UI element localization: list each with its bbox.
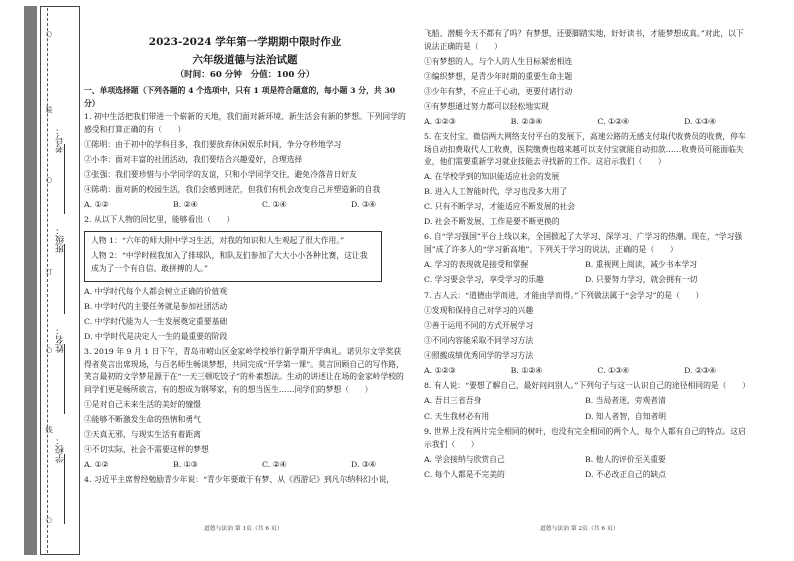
answer-options	[424, 395, 746, 408]
option-b[interactable]: B. ②③④	[510, 116, 543, 126]
page-footer-right: 道德与法治 第 2页（共 6 页）	[540, 526, 619, 532]
option-d[interactable]: D. 知人者智，自知者明	[585, 411, 667, 421]
binding-mark: ○	[45, 516, 53, 524]
question-stem: 1. 初中生活把我们带进一个崭新的天地，我们面对新环境、新生活会有新的梦想。下列同学的感受和打算正确的有（ ）	[84, 112, 406, 134]
question-1	[84, 111, 406, 211]
question-stem: 9. 世界上没有两片完全相同的树叶，也没有完全相同的两个人，每个人都有自己的特点。这启示我们（ ）	[424, 427, 746, 449]
statement: ②编织梦想，是青少年时期的重要生命主题	[424, 71, 573, 81]
option-a[interactable]: A. 中学时代每个人都会树立正确的价值观	[84, 287, 228, 296]
option-c[interactable]: C. 只有不断学习，才能适应不断发展的社会	[424, 202, 575, 211]
question-stem: 2. 从以下人物的回忆里，能够看出（ ）	[84, 215, 235, 224]
option-d[interactable]: D. 只要努力学习，就会拥有一切	[585, 275, 698, 284]
question-9	[424, 426, 746, 482]
option-b[interactable]: B. ②④	[172, 199, 198, 209]
exam-title: 2023-2024 学年第一学期期中限时作业	[148, 36, 342, 48]
option-a[interactable]: A. 在学校学到的知识能适应社会的发展	[424, 172, 560, 181]
option-b[interactable]: B. 他人的评价至关重要	[585, 454, 666, 464]
quote: 人物 1：“六年的师大附中学习生活，对我的知识和人生观起了很大作用。”	[91, 235, 345, 245]
option-c[interactable]: C. ①④	[262, 199, 287, 209]
answer-options	[424, 259, 746, 272]
option-a[interactable]: A. ①②③	[424, 116, 456, 126]
statement: ①是对自己未来生活的美好的憧憬	[84, 399, 201, 409]
option-a[interactable]: A. 吾日三省吾身	[424, 396, 482, 405]
answer-options	[424, 274, 746, 287]
answer-options	[84, 459, 406, 472]
option-b[interactable]: B. 进入人工智能时代，学习也没多大用了	[424, 187, 568, 196]
question-stem: 6. 自“学习强国”平台上线以来，全国掀起了大学习、深学习、广学习的热潮。现在，“学习强国”成了许多人的“学习新高地”。下列关于学习的说法，正确的是（ ）	[424, 232, 743, 254]
statement: ④陈萌：面对新的校园生活，我们会感到迷茫，但我们有机会改变自己并塑造新的自我	[84, 184, 381, 194]
section-heading: 一、单项选择题（下列各题的 4 个选项中，只有 1 项是符合题意的，每小题 3 分，共 30 分）	[84, 86, 396, 108]
option-c[interactable]: C. ①③④	[597, 365, 629, 375]
class-field[interactable]	[52, 226, 78, 316]
option-c[interactable]: C. 天生我材必有用	[424, 411, 490, 421]
option-d[interactable]: D. ③④	[351, 459, 376, 469]
question-stem: 5. 在支付宝、微信两大网络支付平台的发展下，高速公路的无感支付取代收费员的收费，停车场自动扣费取代人工收费，医院缴费也越来越可以支付宝就能自动扣款……收费员可能面临失业，他们需要重新学习就业技能去寻找新的工作。这启示我们（ ）	[424, 132, 746, 166]
statement: ①陈明：由于初中的学科目多，我们要放弃休闲娱乐时间，争分夺秒地学习	[84, 139, 342, 149]
school-label: 学校：	[56, 436, 66, 463]
option-a[interactable]: A. ①②③	[424, 365, 456, 375]
option-d[interactable]: D. 不必改正自己的缺点	[585, 470, 667, 479]
question-stem: 飞船、潜艇今天不都有了吗？有梦想，还要脚踏实地，好好读书，才能梦想成真。”对此，以下说法正确的是（ ）	[424, 29, 744, 51]
binding-dashed-line	[47, 8, 48, 553]
option-c[interactable]: C. ①②④	[597, 116, 629, 126]
question-stem: 8. 有人说：“要想了解自己，最好问问别人。”下列句子与这一认识自己的途径相同的是（ ）	[424, 381, 750, 390]
quote: 人物 2：“中学时候我加入了排球队，和队友们参加了大大小小各种比赛，这让我成为了一个有自信、敢拼搏的人。”	[91, 251, 368, 273]
left-column	[84, 30, 406, 489]
option-b[interactable]: B. 中学时代的主要任务就是参加社团活动	[84, 302, 228, 311]
statement: ③天真无邪，与现实生活有着距离	[84, 429, 201, 439]
binding-mark: ○	[45, 30, 53, 38]
option-b[interactable]: B. 当局者迷，旁观者清	[585, 396, 666, 405]
option-a[interactable]: A. ①②	[84, 459, 109, 469]
statement: ③少年有梦，不应止于心动，更要付诸行动	[424, 86, 573, 96]
statement: ②能够不断激发生命的热情和勇气	[84, 414, 201, 424]
question-7	[424, 290, 746, 378]
exam-number-label: 考号：	[56, 126, 66, 153]
answer-options	[424, 411, 746, 424]
option-c[interactable]: C. 中学时代能为人一生发展奠定重要基础	[84, 317, 228, 326]
statement: ②善于运用不同的方式开展学习	[424, 320, 534, 330]
statement: ①有梦想的人，与个人的人生目标紧密相连	[424, 56, 573, 66]
option-d[interactable]: D. 中学时代是决定人一生的最重要的阶段	[84, 332, 228, 341]
answer-options	[424, 469, 746, 482]
exam-number-field[interactable]	[52, 126, 78, 216]
option-b[interactable]: B. ①③	[172, 459, 198, 469]
binding-bar	[24, 6, 37, 555]
answer-options	[84, 199, 406, 212]
right-column	[424, 29, 750, 485]
binding-mark: ○	[45, 346, 53, 354]
quote-box	[84, 231, 382, 283]
question-3	[84, 346, 406, 471]
question-2	[84, 214, 406, 344]
exam-subject: 六年级道德与法治试题	[192, 54, 298, 66]
class-label: 班级：	[56, 226, 66, 253]
answer-options	[424, 365, 746, 378]
binding-mark: 线	[45, 426, 53, 433]
school-field[interactable]	[52, 436, 78, 526]
statement: ④不切实际，社会不需要这样的梦想	[84, 444, 209, 454]
question-4	[424, 28, 746, 128]
page-footer-left: 道德与法治 第 1页（共 6 页）	[204, 526, 283, 532]
option-b[interactable]: B. ①②④	[510, 365, 543, 375]
question-6	[424, 231, 746, 287]
statement: ④有梦想通过努力都可以轻松地实现	[424, 101, 549, 111]
statement: ②小李：面对丰富的社团活动，我们要结合兴趣爱好，合理选择	[84, 154, 303, 164]
answer-options	[424, 454, 746, 467]
answer-options	[424, 116, 746, 129]
option-d[interactable]: D. ③④	[351, 199, 376, 209]
statement: ③不同内容能采取不同学习方法	[424, 335, 534, 345]
option-d[interactable]: D. ②③④	[684, 365, 716, 375]
statement: ④照搬成绩优秀同学的学习方法	[424, 350, 534, 360]
binding-mark: ○	[45, 176, 53, 184]
option-a[interactable]: A. ①②	[84, 199, 109, 209]
binding-mark: 装	[45, 106, 53, 113]
question-stem: 7. 古人云：“道德由学而进，才能由学而得。”下列做法属于“会学习”的是（ ）	[424, 290, 704, 300]
question-4-stem-start: 4. 习近平主席曾经勉励青少年说：“青少年要敢于有梦、从《西游记》到凡尔纳科幻小说，	[84, 475, 395, 484]
option-d[interactable]: D. ①③④	[684, 116, 716, 126]
option-c[interactable]: C. 学习要会学习，享受学习的乐趣	[424, 275, 544, 284]
option-c[interactable]: C. ②④	[262, 459, 287, 469]
statement: ③张强：我们要珍惜与小学同学的友谊，只和小学同学交往，避免冷落昔日好友	[84, 169, 357, 179]
question-stem: 3. 2019 年 9 月 1 日下午，青岛市崂山区金家岭学校举行新学期开学典礼。诺贝尔文学奖获得者莫言出席现场，与百名师生畅谈梦想，共同完成“开学第一课”。莫言回顾自己的写作路，笑言最初的文学梦是源于在“一天三顿吃饺子”的朴素想法。生动的讲述让在场的金家岭学校的同学们更是畅所欲言，有的想成为钢琴家，有的想当医生……同学们的梦想（ ）	[84, 347, 404, 394]
option-b[interactable]: B. 重视网上阅读，减少书本学习	[585, 259, 698, 269]
name-field[interactable]	[52, 326, 78, 416]
binding-margin	[18, 6, 80, 555]
option-a[interactable]: A. 学会接纳与欣赏自己	[424, 454, 505, 464]
option-a[interactable]: A. 学习的表现就是接受和掌握	[424, 259, 529, 269]
question-8	[424, 380, 750, 423]
binding-mark: 订	[45, 268, 53, 275]
name-label: 姓名：	[56, 326, 66, 353]
exam-meta: （时间：60 分钟 分值：100 分）	[175, 70, 315, 80]
question-5	[424, 131, 746, 229]
option-c[interactable]: C. 每个人都是不完美的	[424, 470, 505, 479]
statement: ①发现和保持自己对学习的兴趣	[424, 305, 534, 315]
option-d[interactable]: D. 社会不断发展，工作是要不断更换的	[424, 217, 560, 226]
